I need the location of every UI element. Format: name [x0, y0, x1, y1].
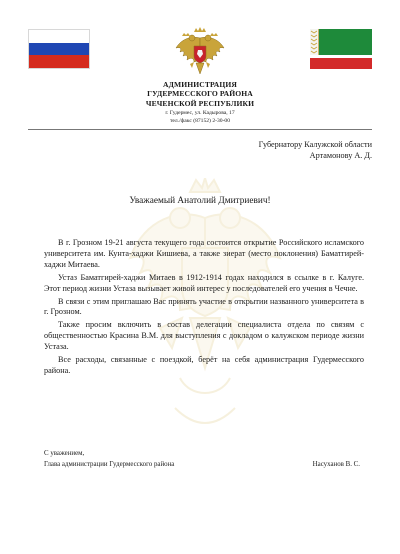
recipient-name: Артамонову А. Д.: [309, 150, 372, 160]
address: г. Гудермес, ул. Кадырова, 17: [165, 110, 235, 116]
signature-block: [44, 448, 360, 470]
paragraph: Устаз Баматгирей-хаджи Митаев в 1912-1914 годах находился в ссылке в г. Калуге. Этот период жизни Устаза вызывает живой интерес у последователей его учения в Чечне.: [44, 272, 364, 293]
org-line-3: ЧЕЧЕНСКОЙ РЕСПУБЛИКИ: [145, 98, 255, 108]
letter-body: [44, 238, 364, 379]
phone-fax: тел./факс (87152) 2-30-00: [169, 117, 231, 124]
flag-stripe-green: [310, 29, 372, 55]
paragraph: В г. Грозном 19-21 августа текущего года состоится открытие Российского исламского университета им. Кунта-хаджи Кишиева, а также зиерат (место поклонения) Баматгирей-хаджи Митаева.: [44, 238, 364, 269]
paragraph: Также просим включить в состав делегации специалиста отдела по связям с общественностью Красина В.М. для выступления с докладом о калужском периоде жизни Устаза.: [44, 320, 364, 352]
flag-stripe-red: [310, 58, 372, 69]
chechnya-flag-icon: [310, 29, 372, 69]
signer-position: Глава администрации Гудермесского района: [44, 461, 175, 468]
flag-stripe-blue: [29, 43, 89, 56]
header-divider: [28, 129, 372, 130]
paragraph: Все расходы, связанные с поездкой, берёт на себя администрация Гудермесского района.: [44, 355, 364, 375]
recipient-title: Губернатору Калужской области: [258, 140, 372, 149]
organization-contacts: [100, 110, 300, 125]
coat-of-arms-emblem-icon: [172, 26, 228, 80]
greeting: Уважаемый Анатолий Дмитриевич!: [129, 196, 271, 206]
organization-name: [100, 80, 300, 108]
recipient-block: [259, 140, 372, 161]
flag-stripe-white: [29, 30, 89, 43]
closing: С уважением,: [44, 450, 85, 457]
russia-flag-icon: [28, 29, 90, 69]
flag-ornament-icon: [310, 29, 319, 55]
paragraph: В связи с этим приглашаю Вас принять участие в открытии названного университета в г. Грозном.: [44, 296, 364, 317]
flag-stripe-red: [29, 55, 89, 68]
signer-name: Насуханов В. С.: [312, 461, 360, 468]
org-line-1: АДМИНИСТРАЦИЯ: [163, 80, 237, 89]
org-line-2: ГУДЕРМЕССКОГО РАЙОНА: [147, 89, 253, 99]
